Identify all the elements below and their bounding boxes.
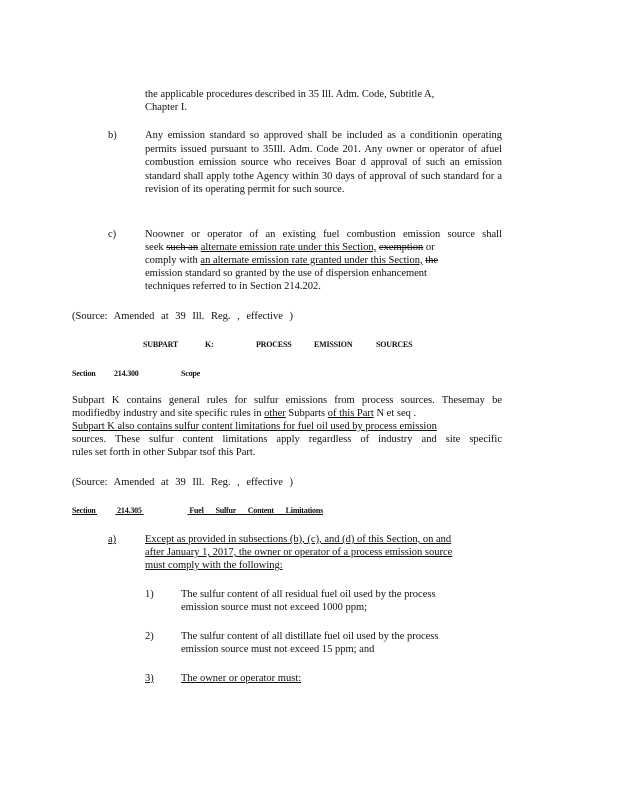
- sub-item-1-line-2: emission source must not exceed 1000 ppm;: [181, 602, 368, 613]
- item-c-line-2-end: or: [425, 242, 435, 253]
- underlined-insertion: an alternate emission rate granted under this Section,: [200, 255, 423, 266]
- scope-line-2-text: modifiedby industry and site specific rules in: [72, 408, 262, 419]
- subpart-title-process: PROCESS: [256, 340, 292, 349]
- item-c-line-3: [145, 254, 438, 268]
- scope-line-4: sources. These sulfur content limitations apply regardless of industry and site specific: [72, 434, 502, 445]
- sub-item-2-line-2: emission source must not exceed 15 ppm; and: [181, 644, 375, 655]
- scope-line-2-text: N et seq .: [376, 408, 417, 419]
- subpart-letter: K:: [205, 340, 214, 349]
- scope-line-3: Subpart K also contains sulfur content limitations for fuel oil used by process emission: [72, 421, 437, 432]
- subpart-label: SUBPART: [143, 340, 179, 349]
- scope-line-2-text: Subparts: [288, 408, 326, 419]
- continued-text-line-1: the applicable procedures described in 35 Ill. Adm. Code, Subtitle A,: [145, 89, 435, 100]
- item-a-line-1: Except as provided in subsections (b), (c), and (d) of this Section, on and: [145, 534, 452, 545]
- sub-item-3-line-1: The owner or operator must:: [181, 673, 302, 684]
- section-title: Fuel Sulfur Content Limitations: [189, 506, 324, 515]
- subpart-title-emission: EMISSION: [314, 340, 353, 349]
- strikethrough-text: such an: [166, 242, 199, 253]
- item-c-line-4: emission standard so granted by the use of dispersion enhancement: [145, 268, 427, 279]
- item-a-label: a): [108, 534, 117, 545]
- section-heading-305: [72, 506, 334, 515]
- section-title: Scope: [181, 369, 201, 378]
- sub-item-2-line-1: The sulfur content of all distillate fuel oil used by the process: [181, 631, 439, 642]
- section-label: Section: [72, 506, 96, 515]
- subpart-title-sources: SOURCES: [376, 340, 413, 349]
- scope-line-5: rules set forth in other Subpar tsof this Part.: [72, 447, 256, 458]
- sub-item-3-label: 3): [145, 673, 154, 684]
- item-c-line-2-text: seek: [145, 242, 164, 253]
- scope-line-2: [72, 407, 416, 421]
- sub-item-1-label: 1): [145, 589, 154, 600]
- scope-line-1: Subpart K contains general rules for sulfur emissions from process sources. Thesemay be: [72, 395, 502, 406]
- source-note-2: (Source: Amended at 39 Ill. Reg. , effective ): [72, 477, 294, 488]
- item-a-line-3: must comply with the following:: [145, 560, 283, 571]
- continued-text-line-2: Chapter I.: [145, 102, 187, 113]
- sub-item-2-label: 2): [145, 631, 154, 642]
- item-c-line-2: [145, 241, 435, 255]
- sub-item-1-line-1: The sulfur content of all residual fuel oil used by the process: [181, 589, 436, 600]
- strikethrough-text: the: [425, 255, 439, 266]
- item-c-line-5: techniques referred to in Section 214.202.: [145, 281, 321, 292]
- section-label: Section: [72, 369, 96, 378]
- strikethrough-text: exemption: [378, 242, 424, 253]
- underlined-insertion: of this Part: [327, 408, 374, 419]
- source-note-1: (Source: Amended at 39 Ill. Reg. , effective ): [72, 311, 294, 322]
- item-b-text: Any emission standard so approved shall be included as a conditionin operating permits issued pursuant to 35Ill. Adm. Code 201. Any owner or operator of afuel combustion emission source who receives Boar d approval of such an emission standard shall apply tothe Agency within 30 days of approval of such standard for a revision of its operating permit for such source.: [145, 130, 502, 195]
- item-a-line-2: after January 1, 2017, the owner or operator of a process emission source: [145, 547, 453, 558]
- item-b-label: b): [108, 130, 117, 141]
- item-c-line-1: Noowner or operator of an existing fuel combustion emission source shall: [145, 229, 502, 240]
- underlined-insertion: other: [264, 408, 286, 419]
- underlined-insertion: alternate emission rate under this Section,: [200, 242, 377, 253]
- item-c-line-3-text: comply with: [145, 255, 198, 266]
- section-number: 214.300: [114, 369, 139, 378]
- item-c-label: c): [108, 229, 117, 240]
- section-number: 214.305: [117, 506, 142, 515]
